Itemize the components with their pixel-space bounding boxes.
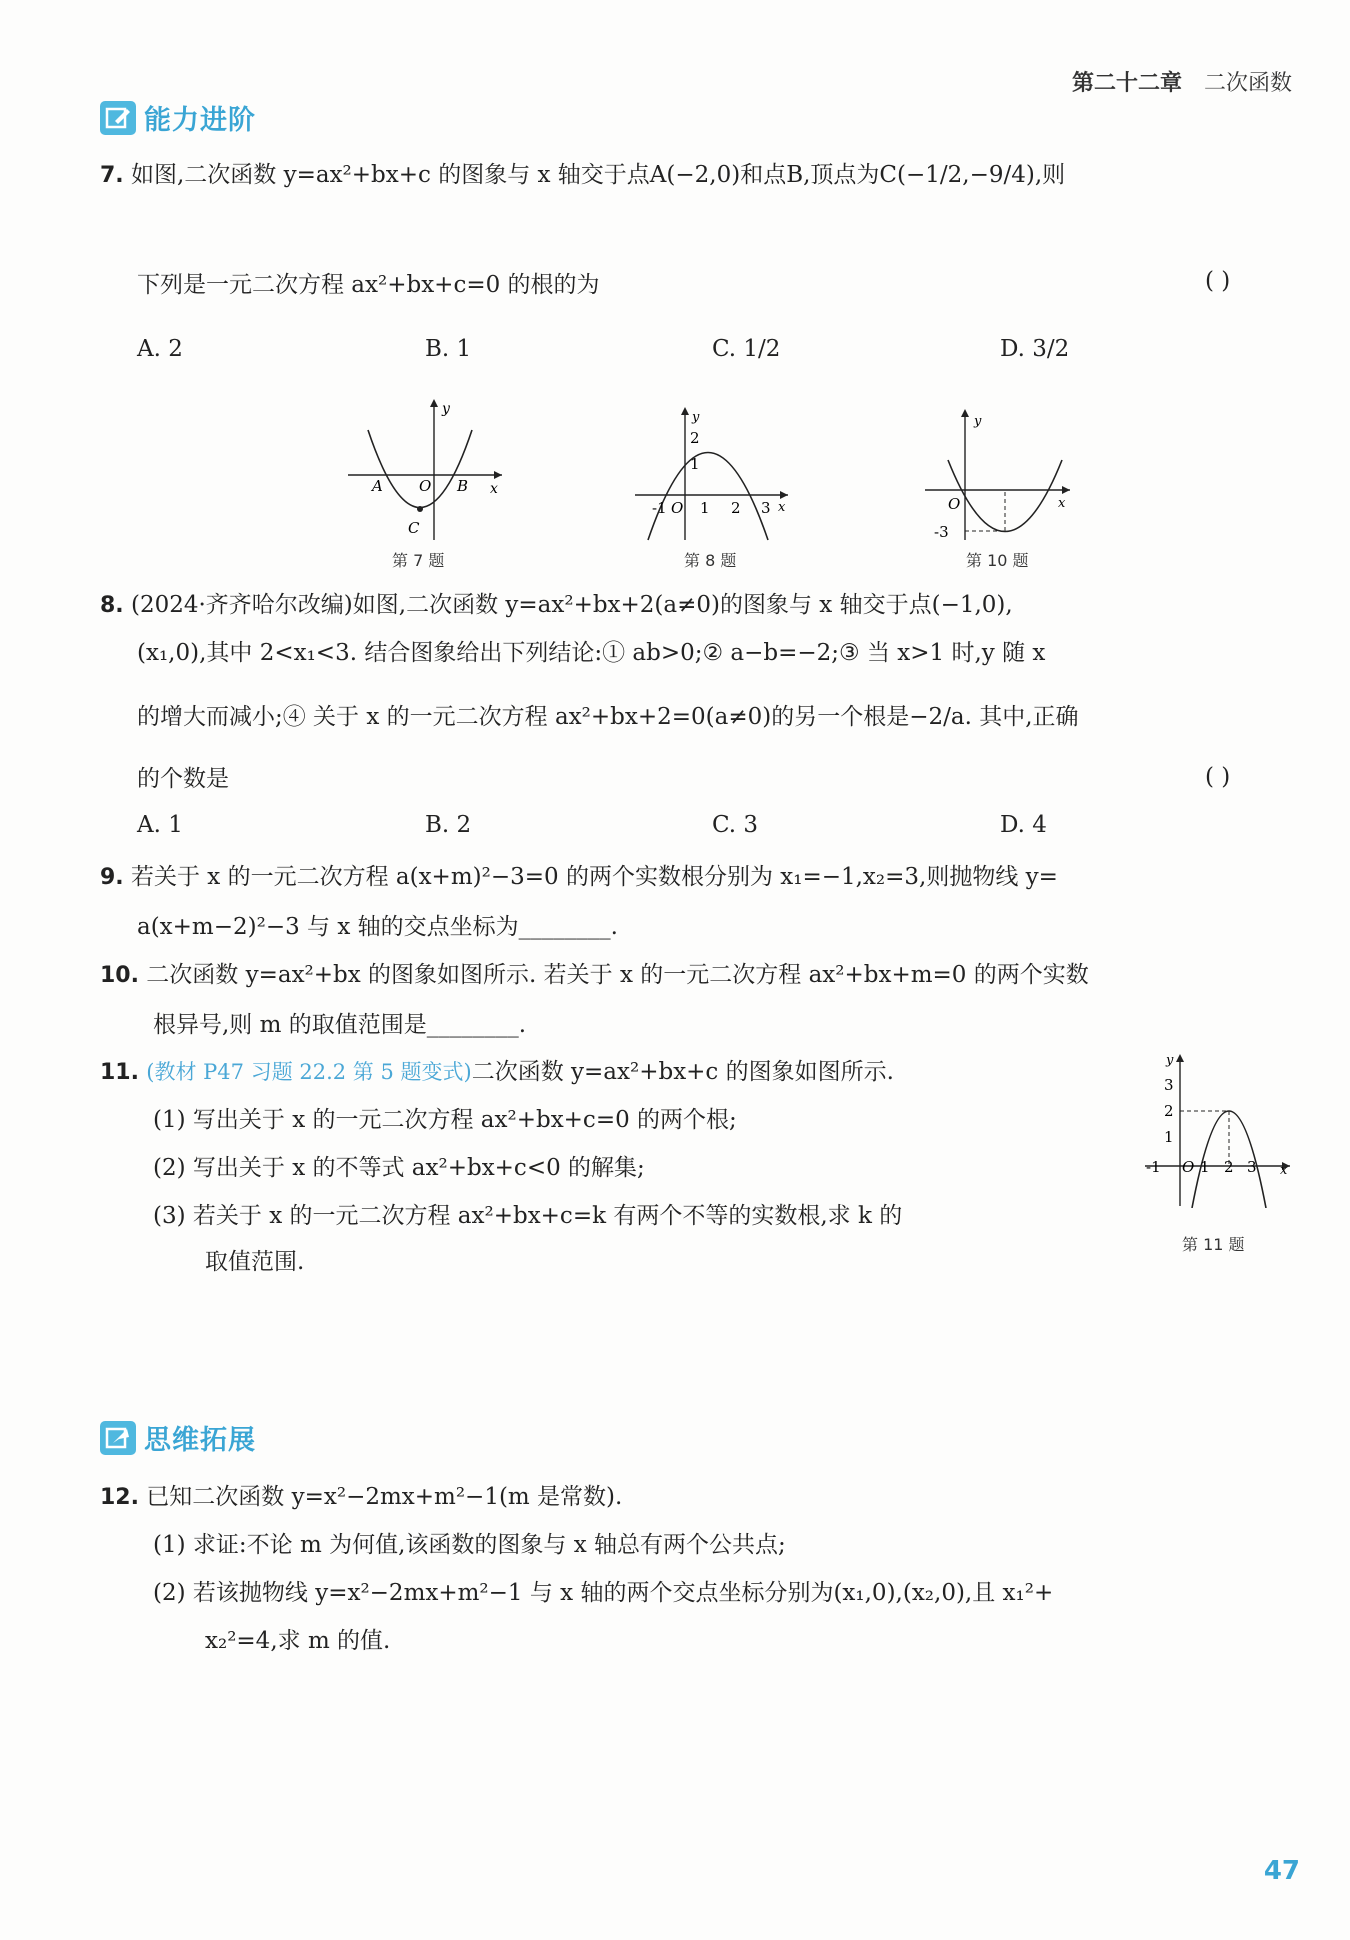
- q12-part2a: (2) 若该抛物线 y=x²−2mx+m²−1 与 x 轴的两个交点坐标分别为(x₁,0),(x₂,0),且 x₁²+: [153, 1580, 1054, 1606]
- q12-part1: (1) 求证:不论 m 为何值,该函数的图象与 x 轴总有两个公共点;: [153, 1532, 786, 1558]
- figure-10-graph: [920, 405, 1080, 545]
- q9-number: 9.: [100, 865, 124, 890]
- q7-option-d: D. 3/2: [1000, 336, 1070, 362]
- q9-line1: [100, 860, 1058, 895]
- fig11-tick-xm1: -1: [1146, 1158, 1161, 1176]
- figure-10-caption: 第 10 题: [966, 551, 1029, 570]
- q10-line1: [100, 958, 1089, 993]
- page-number: 47: [1263, 1856, 1300, 1886]
- chapter-header: [1072, 66, 1292, 97]
- fig11-x-label: x: [1280, 1163, 1288, 1178]
- fig10-y-label: y: [974, 414, 982, 429]
- q11-number: 11.: [100, 1060, 139, 1085]
- q7-text2: 下列是一元二次方程 ax²+bx+c=0 的根的为: [137, 272, 600, 298]
- pencil-icon: [100, 101, 136, 135]
- q8-line1: [100, 588, 1013, 623]
- figure-7-graph: [340, 395, 510, 545]
- figure-7-caption: 第 7 题: [392, 551, 445, 570]
- fig11-tick-x3: 3: [1247, 1158, 1257, 1176]
- q7-text1: 如图,二次函数 y=ax²+bx+c 的图象与 x 轴交于点A(−2,0)和点B,顶点为C(−1/2,−9/4),则: [130, 162, 1066, 188]
- q8-option-a: A. 1: [137, 812, 183, 838]
- q10-number: 10.: [100, 963, 139, 988]
- q7-number: 7.: [100, 163, 124, 188]
- fig10-tick-m3: -3: [934, 523, 949, 541]
- fig8-tick-x1: 1: [700, 499, 710, 517]
- q9-text1: 若关于 x 的一元二次方程 a(x+m)²−3=0 的两个实数根分别为 x₁=−1,x₂=3,则抛物线 y=: [130, 864, 1058, 890]
- q11-line1: [100, 1055, 894, 1090]
- q10-text1: 二次函数 y=ax²+bx 的图象如图所示. 若关于 x 的一元二次方程 ax²+bx+m=0 的两个实数: [146, 962, 1089, 988]
- q8-text3: 的增大而减小;④ 关于 x 的一元二次方程 ax²+bx+2=0(a≠0)的另一个根是−2/a. 其中,正确: [137, 704, 1079, 730]
- q11-part2: (2) 写出关于 x 的不等式 ax²+bx+c<0 的解集;: [153, 1155, 645, 1181]
- fig8-tick-xm1: -1: [652, 499, 667, 517]
- q7-line1: [100, 158, 1065, 193]
- fig8-tick-y1: 1: [690, 455, 700, 473]
- fig11-tick-x2: 2: [1224, 1158, 1234, 1176]
- fig10-origin: O: [948, 495, 961, 513]
- fig7-point-a: A: [372, 477, 383, 495]
- fig11-tick-y1: 1: [1164, 1128, 1174, 1146]
- q11-part3b: 取值范围.: [205, 1249, 305, 1275]
- figure-8-caption: 第 8 题: [684, 551, 737, 570]
- q7-option-c: C. 1/2: [712, 336, 781, 362]
- q11-source: (教材 P47 习题 22.2 第 5 题变式): [146, 1060, 472, 1084]
- figure-11-caption: 第 11 题: [1182, 1235, 1245, 1254]
- q11-part3a: (3) 若关于 x 的一元二次方程 ax²+bx+c=k 有两个不等的实数根,求 k 的: [153, 1203, 903, 1229]
- q11-text1: 二次函数 y=ax²+bx+c 的图象如图所示.: [471, 1059, 894, 1085]
- chapter-number: 第二十二章: [1071, 71, 1182, 96]
- q11-part1: (1) 写出关于 x 的一元二次方程 ax²+bx+c=0 的两个根;: [153, 1107, 737, 1133]
- q12-number: 12.: [100, 1485, 139, 1510]
- q12-line1: [100, 1480, 622, 1515]
- section-title: 思维拓展: [144, 1425, 256, 1456]
- q8-number: 8.: [100, 593, 124, 618]
- fig8-x-label: x: [778, 500, 786, 515]
- q8-text4: 的个数是: [137, 766, 229, 792]
- q8-text2: (x₁,0),其中 2<x₁<3. 结合图象给出下列结论:① ab>0;② a−b=−2;③ 当 x>1 时,y 随 x: [137, 640, 1046, 666]
- q7-option-a: A. 2: [137, 336, 183, 362]
- q8-option-c: C. 3: [712, 812, 759, 838]
- figure-8-graph: [630, 405, 795, 545]
- q8-text1: (2024·齐齐哈尔改编)如图,二次函数 y=ax²+bx+2(a≠0)的图象与 x 轴交于点(−1,0),: [130, 592, 1013, 618]
- q7-answer-paren: ( ): [1205, 268, 1231, 294]
- section-heading-extension: [100, 1418, 256, 1457]
- q8-option-b: B. 2: [425, 812, 472, 838]
- fig11-y-label: y: [1166, 1053, 1174, 1068]
- fig11-tick-x1: 1: [1200, 1158, 1210, 1176]
- q9-text2: a(x+m−2)²−3 与 x 轴的交点坐标为________.: [137, 914, 618, 940]
- fig7-x-label: x: [490, 481, 498, 497]
- flag-icon: [100, 1421, 136, 1455]
- fig7-origin: O: [419, 477, 432, 495]
- fig11-origin: O: [1182, 1158, 1195, 1176]
- fig8-tick-y2: 2: [690, 429, 700, 447]
- fig7-point-b: B: [457, 477, 469, 495]
- q8-option-d: D. 4: [1000, 812, 1047, 838]
- q7-option-b: B. 1: [425, 336, 472, 362]
- chapter-title: 二次函数: [1203, 71, 1292, 96]
- figure-11-graph: [1140, 1048, 1300, 1208]
- fig7-y-label: y: [442, 401, 450, 417]
- q10-text2: 根异号,则 m 的取值范围是________.: [153, 1012, 527, 1038]
- q12-text1: 已知二次函数 y=x²−2mx+m²−1(m 是常数).: [146, 1484, 623, 1510]
- fig11-tick-y2: 2: [1164, 1102, 1174, 1120]
- fig8-origin: O: [671, 499, 684, 517]
- fig8-y-label: y: [692, 410, 700, 425]
- section-title: 能力进阶: [144, 105, 256, 136]
- fig11-tick-y3: 3: [1164, 1076, 1174, 1094]
- fig7-vertex-c: C: [408, 519, 420, 537]
- fig8-tick-x2: 2: [731, 499, 741, 517]
- q12-part2b: x₂²=4,求 m 的值.: [205, 1628, 391, 1654]
- q8-answer-paren: ( ): [1205, 764, 1231, 790]
- section-heading-advanced: [100, 98, 256, 137]
- fig8-tick-x3: 3: [761, 499, 771, 517]
- fig10-x-label: x: [1058, 496, 1066, 511]
